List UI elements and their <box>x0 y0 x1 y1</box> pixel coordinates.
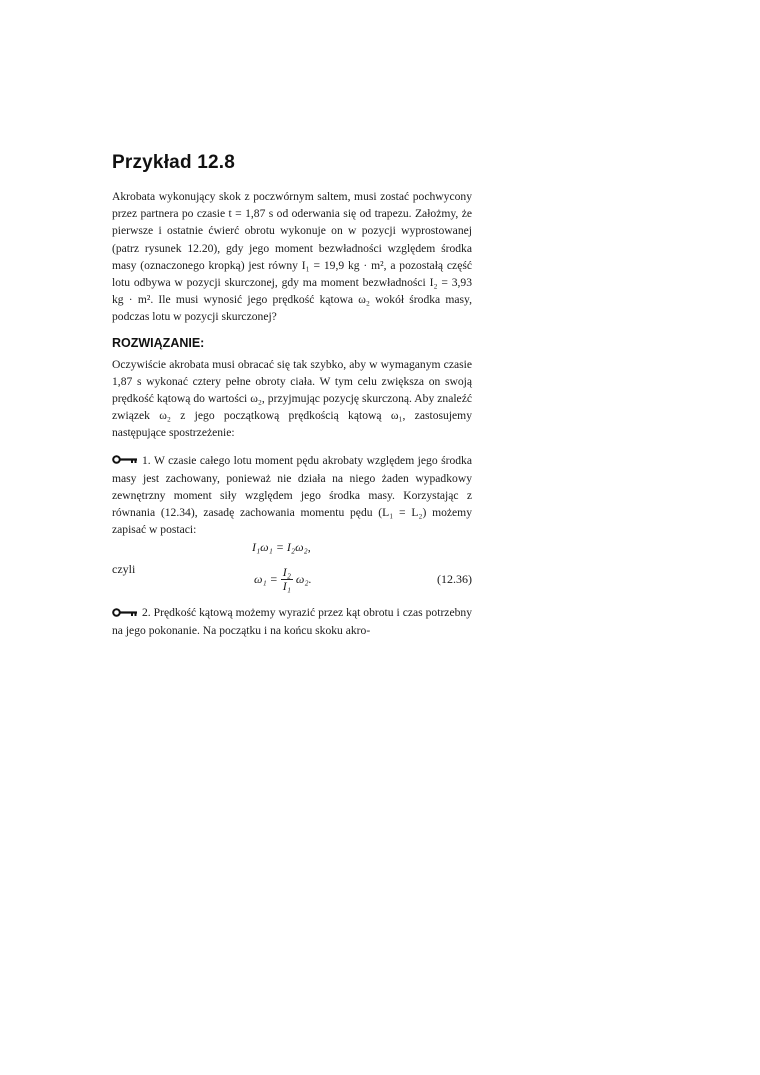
equation-block-12-36 <box>112 560 472 600</box>
key-icon <box>112 605 138 622</box>
equation-1: I₁ω₁ = I₂ω₂, <box>252 540 311 555</box>
solution-intro: Oczywiście akrobata musi obracać się tak szybko, aby w wymaganym czasie 1,87 s wykonać cztery pełne obroty ciała. W tym celu zwiększa on swoją prędkość kątową do wartości ω₂, przyjmując pozycję skurczoną. Aby znaleźć związek ω₂ z jego początkową prędkością kątową ω₁, zastosujemy następujące spostrzeżenie: <box>112 357 472 440</box>
solution-heading: ROZWIĄZANIE: <box>112 335 205 350</box>
step-1 <box>112 452 472 539</box>
step-1-text <box>112 452 472 539</box>
equation-2-lhs: ω₁ = <box>254 572 278 587</box>
equation-2 <box>254 566 312 593</box>
czyli-label: czyli <box>112 562 136 577</box>
problem-statement: Akrobata wykonujący skok z poczwórnym saltem, musi zostać pochwycony przez partnera po czasie t = 1,87 s od oderwania się od trapezu. Założmy, że pierwsze i ostatnie ćwierć obrotu wykonuje on w pozycji wyprostowanej (patrz rysunek 12.20), gdy jego moment bezwładności względem środka masy (oznaczonego kropką) jest równy I₁ = 19,9 kg · m², a pozostałą część lotu odbywa w pozycji skurczonej, gdy ma moment bezwładności I₂ = 3,93 kg · m². Ile musi wynosić jego prędkość kątowa ω₂ wokół środka masy, podczas lotu w pozycji skurczonej? <box>112 190 472 324</box>
equation-conservation <box>112 538 472 560</box>
key-icon <box>112 452 138 469</box>
step-2-body: 2. Prędkość kątową możemy wyrazić przez kąt obrotu i czas potrzebny na jego pokonanie. Na początku i na końcu skoku akro- <box>112 606 472 638</box>
step-2 <box>112 604 472 639</box>
example-title: Przykład 12.8 <box>112 152 236 173</box>
fraction-numerator: I₂ <box>282 565 291 580</box>
step-1-body: 1. W czasie całego lotu moment pędu akrobaty względem jego środka masy jest zachowany, ponieważ nie działa na niego żaden wypadkowy zewnętrzny moment siły względem jego środka masy. Korzystając z równania (12.34), zasadę zachowania momentu pędu (L₁ = L₂) możemy zapisać w postaci: <box>112 453 472 537</box>
page-content <box>112 152 472 640</box>
equation-2-fraction <box>281 566 293 593</box>
equation-number: (12.36) <box>437 572 472 587</box>
step-2-text <box>112 604 472 639</box>
equation-2-rhs: ω₂. <box>295 572 312 587</box>
fraction-denominator: I₁ <box>282 579 291 594</box>
